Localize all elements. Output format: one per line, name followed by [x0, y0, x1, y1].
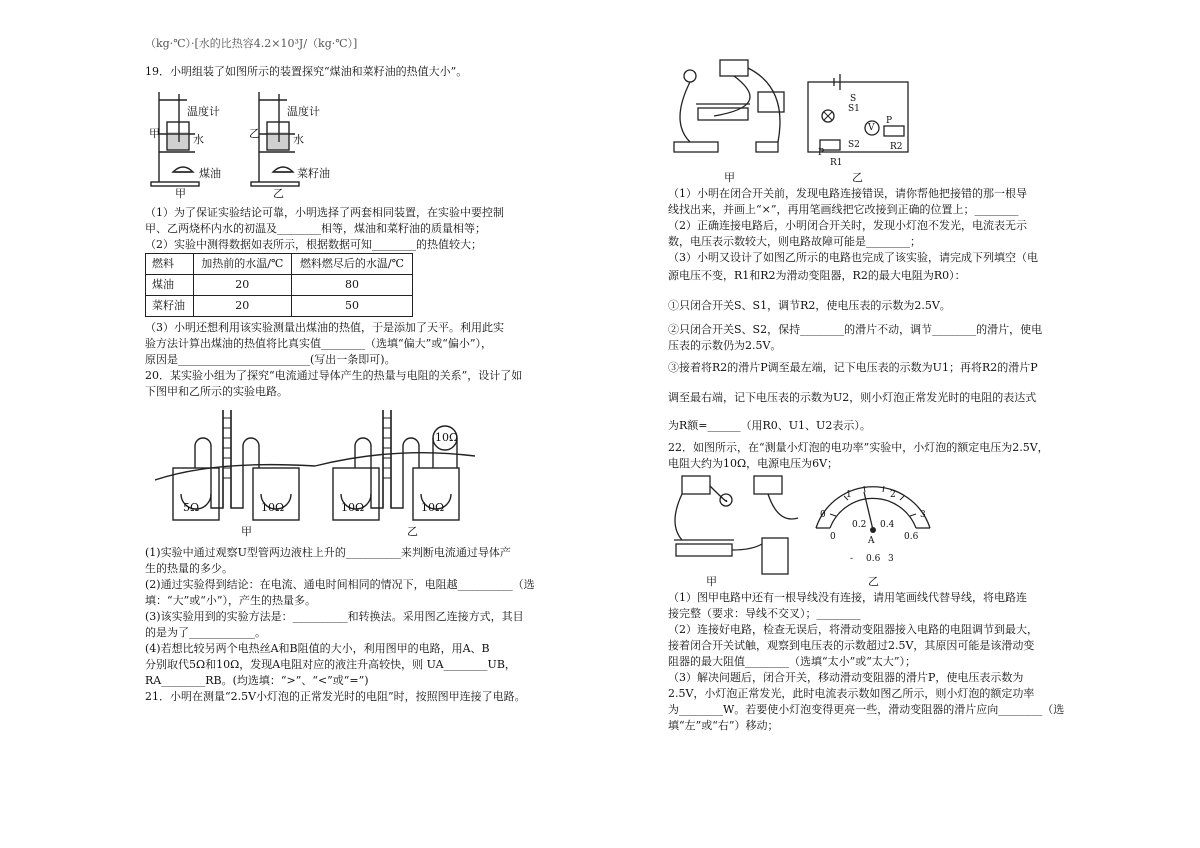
- q22-line-6: 接着闭合开关试触，观察到电压表的示数超过2.5V，其原因可能是该滑动变: [668, 639, 1035, 652]
- q20-line-3: (1)实验中通过观察U型管两边液柱上升的__________来判断电流通过导体产: [145, 546, 511, 559]
- water-label-2: 水: [293, 133, 304, 146]
- q20-line-2: 下图甲和乙所示的实验电路。: [145, 385, 288, 398]
- q22-line-3: （1）图甲电路中还有一根导线没有连接，请用笔画线代替导线，将电路连: [668, 591, 1027, 604]
- q20-line-1: 20．某实验小组为了探究“电流通过导体产生的热量与电阻的关系”，设计了如: [145, 369, 523, 382]
- q20-line-6: 填：“大”或“小”），产生的热量多。: [145, 594, 316, 607]
- q21-line-2: 线找出来，并画上“×”，再用笔画线把它改接到正确的位置上；________: [668, 203, 1019, 216]
- q21-line-3: （2）正确连接电路后，小明闭合开关时，发现小灯泡不发光，电流表无示: [668, 219, 1027, 232]
- scale-label: 0.4: [880, 520, 895, 530]
- q20-line-8: 的是为了____________。: [145, 626, 266, 639]
- terminal-label: -: [850, 554, 854, 564]
- q19-line-5: 验方法计算出煤油的热值将比真实值________（选填“偏大”或“偏小”），: [145, 337, 492, 350]
- table-cell: 菜籽油: [146, 296, 194, 317]
- q21-line-1: （1）小明在闭合开关前，发现电路连接错误，请你帮他把接错的那一根导: [668, 187, 1027, 200]
- scale-label: 0.6: [904, 532, 919, 542]
- switch-label-s: S: [850, 94, 857, 104]
- scale-label: 2: [890, 490, 896, 500]
- q22-line-7: 阻器的最大阻值________（选填“太小”或“太大”）；: [668, 655, 916, 668]
- caption-yi: 乙: [273, 187, 284, 200]
- voltmeter-label: V: [868, 123, 875, 133]
- slider-label-p2: P: [886, 116, 893, 126]
- q21-line-5: （3）小明又设计了如图乙所示的电路也完成了该实验，请完成下列填空（电: [668, 251, 1038, 264]
- q22-line-11: 填“左”或“右”）移动；: [668, 719, 779, 732]
- q22-figure: [668, 470, 938, 588]
- thermometer-label-1: 温度计: [187, 105, 220, 118]
- switch-label-s2: S2: [848, 140, 860, 150]
- q22-line-8: （3）解决问题后，闭合开关，移动滑动变阻器的滑片P，使电压表示数为: [668, 671, 1024, 684]
- q22-line-5: （2）连接好电路，检查无误后，将滑动变阻器接入电路的电阻调节到最大，: [668, 623, 1038, 636]
- q21-line-6: 源电压不变，R1和R2为滑动变阻器，R2的最大电阻为R0）：: [668, 269, 966, 282]
- fuel-label-2: 菜籽油: [297, 167, 330, 180]
- slider-label-p1: P: [818, 148, 825, 158]
- table-row: [146, 275, 413, 296]
- q19-line-4: （3）小明还想利用该实验测量出煤油的热值，于是添加了天平。利用此实: [145, 321, 504, 334]
- q20-line-9: (4)若想比较另两个电热丝A和B阻值的大小，利用图甲的电路，用A、B: [145, 642, 490, 655]
- caption-jia: 甲: [724, 171, 735, 184]
- q20-line-4: 生的热量的多少。: [145, 562, 233, 575]
- q19-line-2: 甲、乙两烧杯内水的初温及________相等，煤油和菜籽油的质量相等；: [145, 222, 486, 235]
- label-jia: 甲: [149, 127, 160, 140]
- caption-jia: 甲: [175, 187, 186, 200]
- resistor-label-10ohm: 10Ω: [261, 501, 285, 514]
- q19-figure: [145, 82, 345, 200]
- q19-data-table: [145, 253, 413, 317]
- caption-yi: 乙: [868, 575, 879, 588]
- q21-line-7: ①只闭合开关S、S1，调节R2，使电压表的示数为2.5V。: [668, 299, 951, 312]
- resistor-label-10ohm: 10Ω: [435, 431, 459, 444]
- q21-line-4: 数，电压表示数较大，则电路故障可能是________；: [668, 235, 921, 248]
- scale-label: 1: [846, 490, 852, 500]
- q21-line-8: ②只闭合开关S、S2，保持________的滑片不动，调节________的滑片，使电: [668, 323, 1043, 336]
- q21-line-11: 调至最右端，记下电压表的示数为U2，则小灯泡正常发光时的电阻的表达式: [668, 391, 1037, 404]
- resistor-label-r1: R1: [830, 158, 843, 168]
- top-fragment: （kg·℃）·[水的比热容4.2×10³J/（kg·℃）]: [145, 37, 358, 50]
- q21-intro: 21．小明在测量“2.5V小灯泡的正常发光时的电阻”时，按照图甲连接了电路。: [145, 690, 526, 703]
- switch-label-s1: S1: [848, 104, 860, 114]
- resistor-label-r2: R2: [890, 142, 903, 152]
- caption-jia: 甲: [241, 525, 252, 538]
- table-cell: 50: [291, 296, 412, 317]
- q20-line-10: 分别取代5Ω和10Ω，发现A电阻对应的液注升高较快，则 UA________UB，: [145, 658, 516, 671]
- q19-line-3: （2）实验中测得数据如表所示，根据数据可知________的热值较大；: [145, 238, 482, 251]
- q20-line-7: (3)该实验用到的实验方法是：__________和转换法。采用图乙连接方式，其目: [145, 610, 524, 623]
- scale-label: 0: [830, 532, 836, 542]
- water-label-1: 水: [193, 133, 204, 146]
- table-header-cell: 加热前的水温/℃: [193, 254, 291, 275]
- terminal-label: 3: [888, 554, 894, 564]
- caption-yi: 乙: [852, 171, 863, 184]
- resistor-label-10ohm: 10Ω: [421, 501, 445, 514]
- q21-figure: [668, 56, 918, 184]
- table-cell: 煤油: [146, 275, 194, 296]
- table-header-cell: 燃料燃尽后的水温/℃: [291, 254, 412, 275]
- q22-line-2: 电阻大约为10Ω，电源电压为6V；: [668, 457, 839, 470]
- q22-line-9: 2.5V，小灯泡正常发光，此时电流表示数如图乙所示，则小灯泡的额定功率: [668, 687, 1035, 700]
- q22-line-1: 22．如图所示，在“测量小灯泡的电功率”实验中，小灯泡的额定电压为2.5V，: [668, 441, 1049, 454]
- caption-yi: 乙: [407, 525, 418, 538]
- q21-line-12: 为R额=______（用R0、U1、U2表示）。: [668, 419, 871, 432]
- q22-line-10: 为________W。若要使小灯泡变得更亮一些，滑动变阻器的滑片应向________（选: [668, 703, 1065, 716]
- q20-line-11: RA________RB。(均选填：“>”、“<”或“=”): [145, 674, 369, 687]
- q20-figure: [155, 398, 475, 538]
- caption-jia: 甲: [706, 575, 717, 588]
- scale-label: 3: [920, 510, 926, 520]
- label-yi: 乙: [249, 127, 260, 140]
- q19-title: 19．小明组装了如图所示的装置探究“煤油和菜籽油的热值大小”。: [145, 65, 468, 78]
- q21-line-10: ③接着将R2的滑片P调至最左端，记下电压表的示数为U1；再将R2的滑片P: [668, 361, 1038, 374]
- table-cell: 20: [193, 296, 291, 317]
- table-row: [146, 296, 413, 317]
- q20-line-5: (2)通过实验得到结论：在电流、通电时间相同的情况下，电阻越__________（选: [145, 578, 535, 591]
- unit-label: A: [868, 536, 875, 546]
- thermometer-label-2: 温度计: [287, 105, 320, 118]
- scale-label: 0.2: [852, 520, 867, 530]
- resistor-label-10ohm: 10Ω: [341, 501, 365, 514]
- fuel-label-1: 煤油: [199, 167, 221, 180]
- scale-label: 0: [820, 510, 826, 520]
- q19-line-1: （1）为了保证实验结论可靠，小明选择了两套相同装置，在实验中要控制: [145, 206, 504, 219]
- table-header-cell: 燃料: [146, 254, 194, 275]
- table-header-row: [146, 254, 413, 275]
- q22-line-4: 接完整（要求：导线不交叉）；________: [668, 607, 861, 620]
- table-cell: 20: [193, 275, 291, 296]
- table-cell: 80: [291, 275, 412, 296]
- q21-line-9: 压表的示数仍为2.5V。: [668, 339, 782, 352]
- terminal-label: 0.6: [866, 554, 881, 564]
- resistor-label-5ohm: 5Ω: [183, 501, 200, 514]
- q19-line-6: 原因是________________________(写出一条即可)。: [145, 353, 396, 366]
